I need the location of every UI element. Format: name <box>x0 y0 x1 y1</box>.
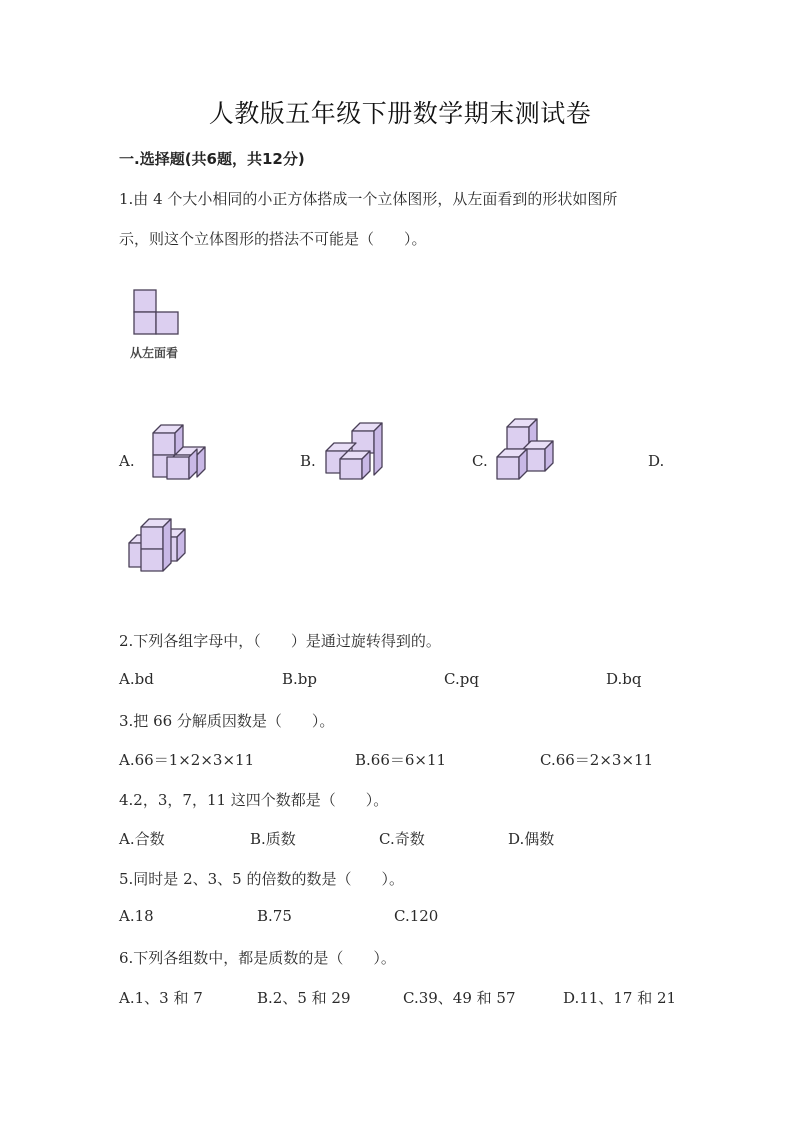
q1-option-b-label[interactable]: B. <box>300 452 316 470</box>
q4-option-c[interactable]: C.奇数 <box>379 830 425 848</box>
cube-figure-d <box>125 513 197 587</box>
q4-option-b[interactable]: B.质数 <box>250 830 296 848</box>
q3-option-a[interactable]: A.66＝1×2×3×11 <box>119 751 255 769</box>
q2-option-c[interactable]: C.pq <box>444 670 479 688</box>
q4-option-a[interactable]: A.合数 <box>119 830 165 848</box>
q2-option-a[interactable]: A.bd <box>119 670 154 688</box>
question-2-text: 2.下列各组字母中，（ ）是通过旋转得到的。 <box>119 632 441 650</box>
q1-option-a-label[interactable]: A. <box>119 452 135 470</box>
question-5-text: 5.同时是 2、3、5 的倍数的数是（ ）。 <box>119 870 404 888</box>
q2-option-b[interactable]: B.bp <box>282 670 317 688</box>
question-4-text: 4.2，3，7，11 这四个数都是（ ）。 <box>119 791 389 809</box>
cube-stack-b-icon <box>322 415 394 481</box>
cube-stack-a-icon <box>145 415 217 481</box>
q3-option-c[interactable]: C.66＝2×3×11 <box>540 751 654 769</box>
left-view-caption: 从左面看 <box>130 346 179 360</box>
cube-stack-d-icon <box>125 513 197 583</box>
q5-option-c[interactable]: C.120 <box>394 907 439 925</box>
question-1-line-1: 1.由 4 个大小相同的小正方体搭成一个立体图形，从左面看到的形状如图所 <box>119 190 618 208</box>
question-3-text: 3.把 66 分解质因数是（ ）。 <box>119 712 335 730</box>
q3-option-b[interactable]: B.66＝6×11 <box>355 751 447 769</box>
q4-option-d[interactable]: D.偶数 <box>508 830 555 848</box>
page-title: 人教版五年级下册数学期末测试卷 <box>208 99 592 128</box>
left-view-figure <box>122 282 192 366</box>
q6-option-d[interactable]: D.11、17 和 21 <box>563 989 677 1007</box>
question-1-line-2: 示，则这个立体图形的搭法不可能是（ ）。 <box>119 230 427 248</box>
left-view-squares-icon <box>122 282 192 342</box>
cube-figure-c <box>493 415 565 485</box>
q6-option-a[interactable]: A.1、3 和 7 <box>119 989 203 1007</box>
q6-option-c[interactable]: C.39、49 和 57 <box>403 989 516 1007</box>
question-6-text: 6.下列各组数中，都是质数的是（ ）。 <box>119 949 396 967</box>
section-heading: 一.选择题(共6题，共12分) <box>119 150 305 168</box>
q2-option-d[interactable]: D.bq <box>606 670 642 688</box>
q5-option-b[interactable]: B.75 <box>257 907 292 925</box>
q6-option-b[interactable]: B.2、5 和 29 <box>257 989 351 1007</box>
cube-stack-c-icon <box>493 415 565 481</box>
cube-figure-b <box>322 415 394 485</box>
q1-option-d-label[interactable]: D. <box>648 452 665 470</box>
cube-figure-a <box>145 415 217 485</box>
q5-option-a[interactable]: A.18 <box>119 907 154 925</box>
q1-option-c-label[interactable]: C. <box>472 452 488 470</box>
